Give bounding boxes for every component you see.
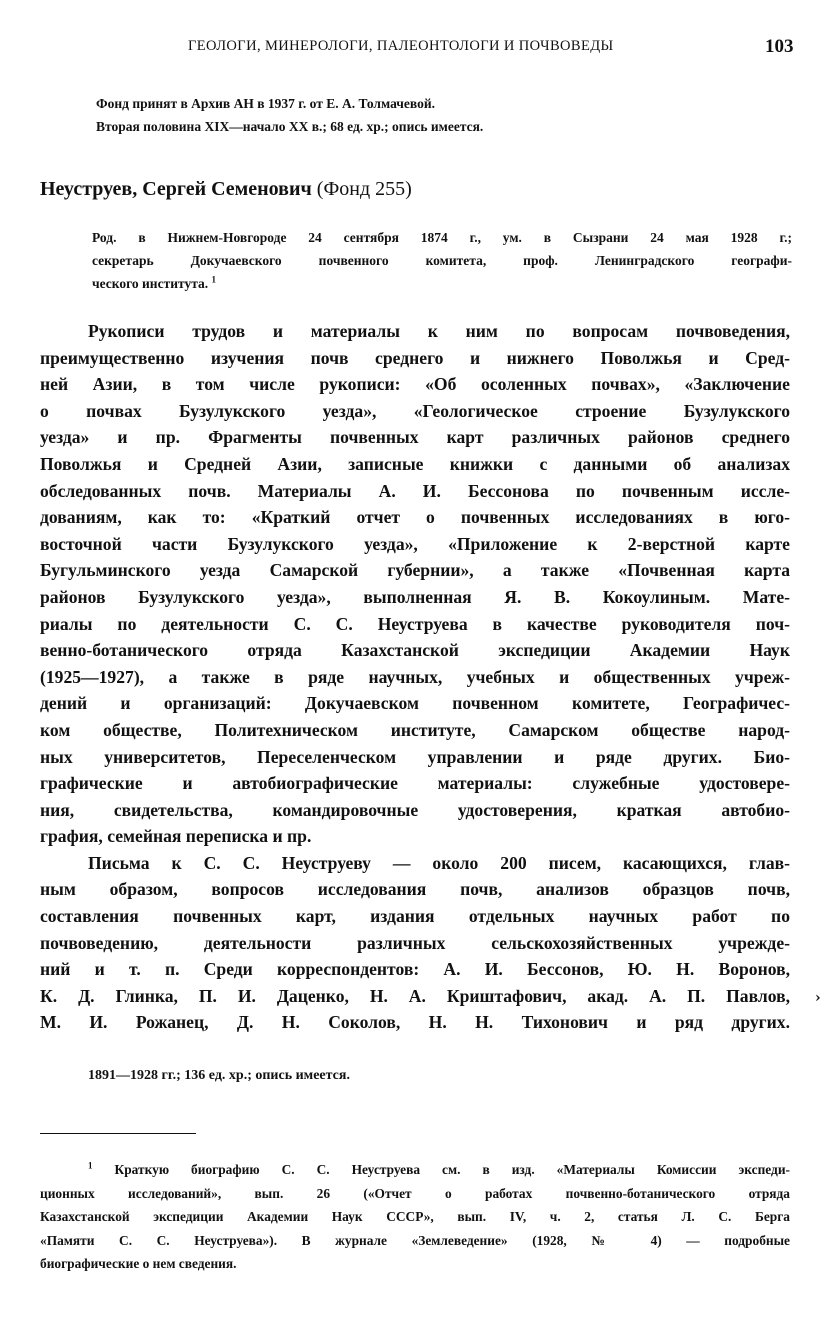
text-line: Бугульминского уезда Самарской губернии», а также «Почвенная карта bbox=[40, 560, 790, 581]
text-line: дений и организаций: Докучаевском почвенном комитете, Географичес- bbox=[40, 693, 790, 714]
text-line: ным образом, вопросов исследования почв, анализов образцов почв, bbox=[40, 879, 790, 900]
entry-extent: 1891—1928 гг.; 136 ед. хр.; опись имеется. bbox=[88, 1068, 350, 1083]
text-line: ком обществе, Политехническом институте, Самарском обществе народ- bbox=[40, 719, 790, 740]
running-head bbox=[0, 38, 829, 60]
text-line: риалы по деятельности С. С. Неуструева в качестве руководителя поч- bbox=[40, 613, 790, 634]
footnote-line: ционных исследований», вып. 26 («Отчет о работах почвенно-ботанического отряда bbox=[40, 1185, 790, 1201]
acquisition-note: Фонд принят в Архив АН в 1937 г. от Е. А. Толмачевой. bbox=[96, 96, 436, 111]
bio-line: секретарь Докучаевского почвенного комитета, проф. Ленинградского географи- bbox=[92, 253, 792, 268]
text-line: М. И. Рожанец, Д. Н. Соколов, Н. Н. Тихонович и ряд других. bbox=[40, 1012, 790, 1033]
entry-name: Неуструев, Сергей Семенович bbox=[40, 178, 312, 200]
bio-line: ческого института. bbox=[92, 276, 209, 291]
footnote-line: Казахстанской экспедиции Академии Наук СССР», вып. IV, ч. 2, статья Л. С. Берга bbox=[40, 1209, 790, 1224]
text-line: графия, семейная переписка и пр. bbox=[40, 826, 312, 847]
footnote bbox=[40, 1158, 790, 1276]
bio-line-last bbox=[92, 272, 792, 295]
text-line: восточной части Бузулукского уезда», «Приложение к 2-верстной карте bbox=[40, 533, 790, 554]
text-line: графические и автобиографические материалы: служебные удостовере- bbox=[40, 773, 790, 794]
footnote-marker: 1 bbox=[88, 1160, 93, 1171]
previous-entry-notes bbox=[96, 92, 796, 138]
text-line: дованиям, как то: «Краткий отчет о почвенных исследованиях в юго- bbox=[40, 507, 790, 528]
text-line: уезда» и пр. Фрагменты почвенных карт различных районов среднего bbox=[40, 427, 790, 448]
text-line: К. Д. Глинка, П. И. Даценко, Н. А. Криштафович, акад. А. П. Павлов, bbox=[40, 985, 790, 1006]
biography bbox=[92, 226, 792, 295]
text-line: обследованных почв. Материалы А. И. Бессонова по почвенным иссле- bbox=[40, 480, 790, 501]
text-line: Письма к С. С. Неуструеву — около 200 писем, касающихся, глав- bbox=[88, 852, 790, 873]
footnote-line: биографические о нем сведения. bbox=[40, 1256, 237, 1271]
entry-heading bbox=[40, 178, 412, 201]
text-line: Рукописи трудов и материалы к ним по вопросам почвоведения, bbox=[88, 321, 790, 341]
text-line: ней Азии, в том числе рукописи: «Об осоленных почвах», «Заключение bbox=[40, 374, 790, 395]
paragraph-manuscripts bbox=[40, 318, 790, 850]
margin-mark: › bbox=[815, 990, 821, 1006]
text-line: (1925—1927), а также в ряде научных, учебных и общественных учреж- bbox=[40, 666, 790, 687]
entry-body bbox=[40, 318, 790, 1036]
running-title: ГЕОЛОГИ, МИНЕРОЛОГИ, ПАЛЕОНТОЛОГИ И ПОЧВОВЕДЫ bbox=[188, 38, 614, 54]
text-line: составления почвенных карт, издания отдельных научных работ по bbox=[40, 906, 790, 927]
extent-note: Вторая половина XIX—начало XX в.; 68 ед. хр.; опись имеется. bbox=[96, 119, 484, 134]
paragraph-letters bbox=[40, 850, 790, 1036]
footnote-text: Краткую биографию С. С. Неуструева см. в изд. «Материалы Комиссии экспеди- bbox=[114, 1162, 790, 1177]
text-line: ния, свидетельства, командировочные удостоверения, краткая автобио- bbox=[40, 799, 790, 820]
bio-line: Род. в Нижнем-Новгороде 24 сентября 1874 г., ум. в Сызрани 24 мая 1928 г.; bbox=[92, 230, 792, 245]
footnote-rule bbox=[40, 1133, 196, 1134]
text-line: районов Бузулукского уезда», выполненная Я. В. Кокоулиным. Мате- bbox=[40, 586, 790, 607]
fond-number: (Фонд 255) bbox=[316, 178, 412, 200]
text-line: ных университетов, Переселенческом управлении и ряде других. Био- bbox=[40, 746, 790, 767]
text-line: преимущественно изучения почв среднего и нижнего Поволжья и Сред- bbox=[40, 347, 790, 368]
footnote-reference[interactable]: 1 bbox=[211, 274, 216, 285]
text-line: венно-ботанического отряда Казахстанской экспедиции Академии Наук bbox=[40, 640, 790, 661]
text-line: Поволжья и Средней Азии, записные книжки с данными об анализах bbox=[40, 453, 790, 474]
footnote-line bbox=[40, 1158, 790, 1182]
page-number: 103 bbox=[765, 36, 794, 57]
footnote-line: «Памяти С. С. Неуструева»). В журнале «Землеведение» (1928, № 4) — подробные bbox=[40, 1232, 790, 1248]
text-line: ний и т. п. Среди корреспондентов: А. И. Бессонов, Ю. Н. Воронов, bbox=[40, 959, 790, 980]
text-line: о почвах Бузулукского уезда», «Геологическое строение Бузулукского bbox=[40, 400, 790, 421]
text-line: почвоведению, деятельности различных сельскохозяйственных учрежде- bbox=[40, 932, 790, 953]
